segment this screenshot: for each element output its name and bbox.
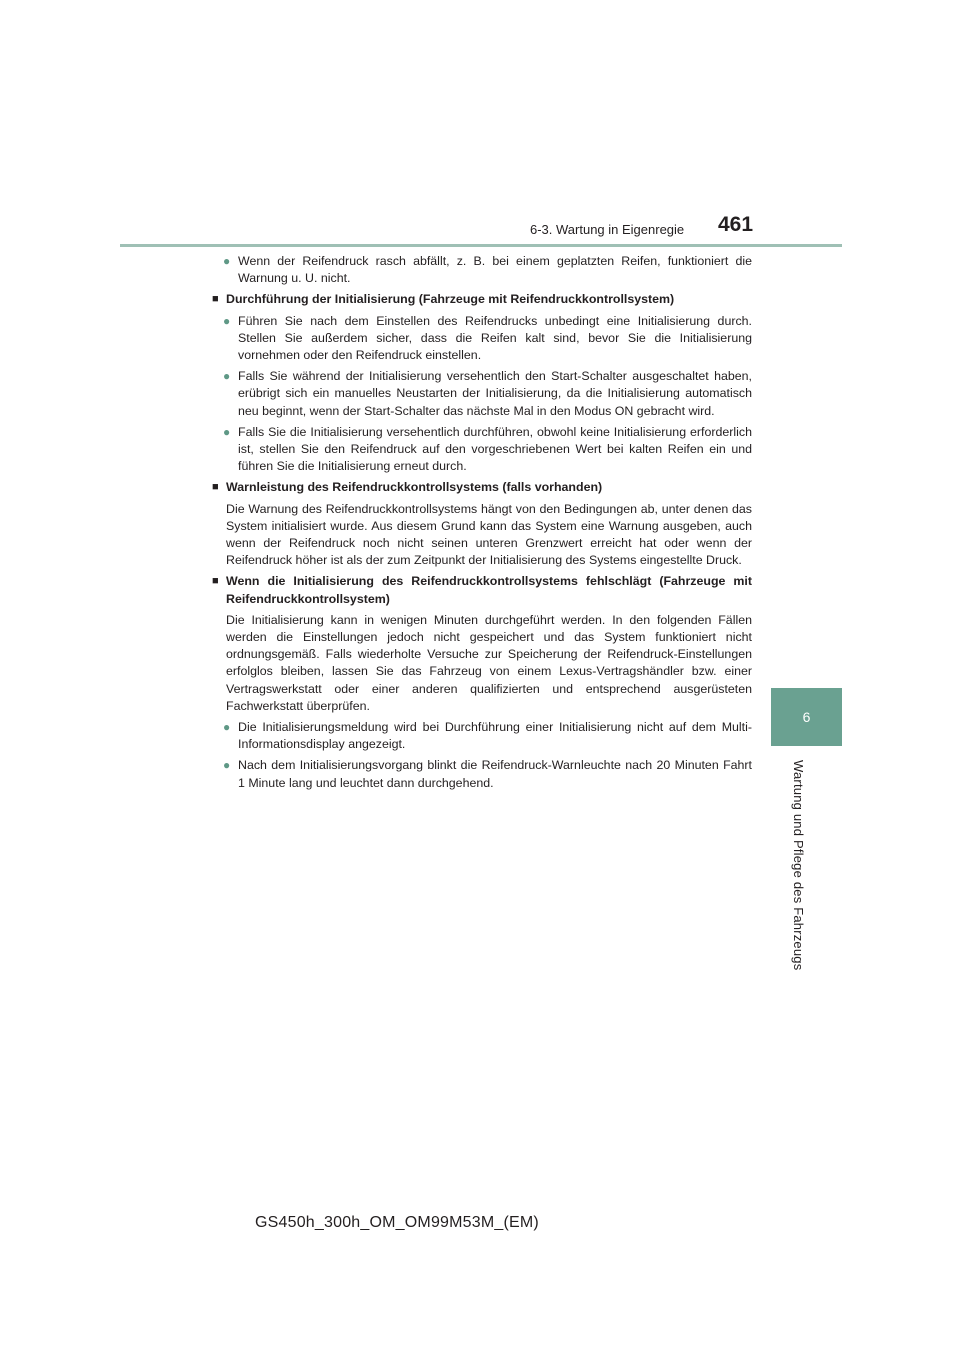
bullet-text: Falls Sie die Initialisierung versehentlich durchführen, obwohl keine Initialisierung erforderlich ist, stellen Sie den Reifendruck auf den vorgeschriebenen Wert bei kalten Reifen ein und führen Sie die Initialisierung erneut durch. bbox=[238, 424, 752, 474]
bullet-item bbox=[212, 757, 752, 791]
bullet-dot-icon: ● bbox=[223, 369, 231, 384]
section-heading bbox=[212, 479, 752, 496]
chapter-number: 6 bbox=[802, 709, 811, 725]
page-number: 461 bbox=[718, 213, 754, 236]
section-heading bbox=[212, 291, 752, 308]
bullet-item bbox=[212, 368, 752, 420]
bullet-item bbox=[212, 253, 752, 287]
section-paragraph: Die Warnung des Reifendruckkontrollsystems hängt von den Bedingungen ab, unter denen das System initialisiert wurde. Aus diesem Grund kann das System eine Warnung ausgeben, auch wenn der Reifendruck noch nicht seinen unteren Grenzwert erreicht hat oder wenn der Reifendruck höher ist als der zum Zeitpunkt der Initialisierung des Systems eingestellte Druck. bbox=[226, 501, 752, 568]
bullet-item bbox=[212, 424, 752, 476]
chapter-title: Wartung und Pflege des Fahrzeugs bbox=[791, 760, 806, 971]
section-heading bbox=[212, 573, 752, 607]
header-section-title: 6-3. Wartung in Eigenregie bbox=[530, 222, 685, 237]
square-marker-icon: ■ bbox=[212, 575, 219, 588]
document-code: GS450h_300h_OM_OM99M53M_(EM) bbox=[255, 1214, 539, 1231]
section-title: Warnleistung des Reifendruckkontrollsystems (falls vorhanden) bbox=[226, 480, 603, 495]
square-marker-icon: ■ bbox=[212, 293, 219, 306]
section-title: Durchführung der Initialisierung (Fahrzeuge mit Reifendruckkontrollsystem) bbox=[226, 292, 675, 307]
bullet-text: Nach dem Initialisierungsvorgang blinkt die Reifendruck-Warnleuchte nach 20 Minuten Fahrt 1 Minute lang und leuchtet dann durchgehend. bbox=[238, 758, 752, 790]
bullet-dot-icon: ● bbox=[223, 313, 231, 328]
bullet-dot-icon: ● bbox=[223, 254, 231, 268]
bullet-item bbox=[212, 719, 752, 753]
bullet-text: Wenn der Reifendruck rasch abfällt, z. B. bei einem geplatzten Reifen, funktioniert die Warnung u. U. nicht. bbox=[238, 254, 752, 286]
bullet-dot-icon: ● bbox=[223, 720, 231, 735]
bullet-dot-icon: ● bbox=[223, 424, 231, 439]
bullet-text: Die Initialisierungsmeldung wird bei Durchführung einer Initialisierung nicht auf dem Multi-Informationsdisplay angezeigt. bbox=[238, 720, 752, 752]
bullet-item bbox=[212, 313, 752, 365]
section-paragraph: Die Initialisierung kann in wenigen Minuten durchgeführt werden. In den folgenden Fällen werden die Einstellungen jedoch nicht gespeichert und das System funktioniert nicht ordnungsgemäß. Falls wiederholte Versuche zur Speicherung der Reifendruck-Einstellungen erfolglos bleiben, lassen Sie das Fahrzeug von einem Lexus-Vertragshändler bzw. einer Vertragswerkstatt oder einer anderen qualifizierten und entsprechend ausgerüsteten Fachwerkstatt überprüfen. bbox=[226, 612, 752, 713]
bullet-text: Falls Sie während der Initialisierung versehentlich den Start-Schalter ausgeschaltet haben, erübrigt sich ein manuelles Neustarten der Initialisierung, da die Initialisierung automatisch neu beginnt, wenn der Start-Schalter das nächste Mal in den Modus ON gebracht wird. bbox=[238, 369, 752, 418]
section-title: Wenn die Initialisierung des Reifendruckkontrollsystems fehlschlägt (Fahrzeuge mit Reifendruckkontrollsystem) bbox=[226, 574, 752, 606]
header-divider bbox=[120, 244, 842, 247]
bullet-text: Führen Sie nach dem Einstellen des Reifendrucks unbedingt eine Initialisierung durch. Stellen Sie außerdem sicher, dass die Reifen kalt sind, bevor Sie die Initialisierung vornehmen oder den Reifendruck einstellen. bbox=[238, 313, 752, 363]
bullet-dot-icon: ● bbox=[223, 758, 231, 773]
page-content bbox=[212, 253, 752, 796]
square-marker-icon: ■ bbox=[212, 481, 219, 494]
